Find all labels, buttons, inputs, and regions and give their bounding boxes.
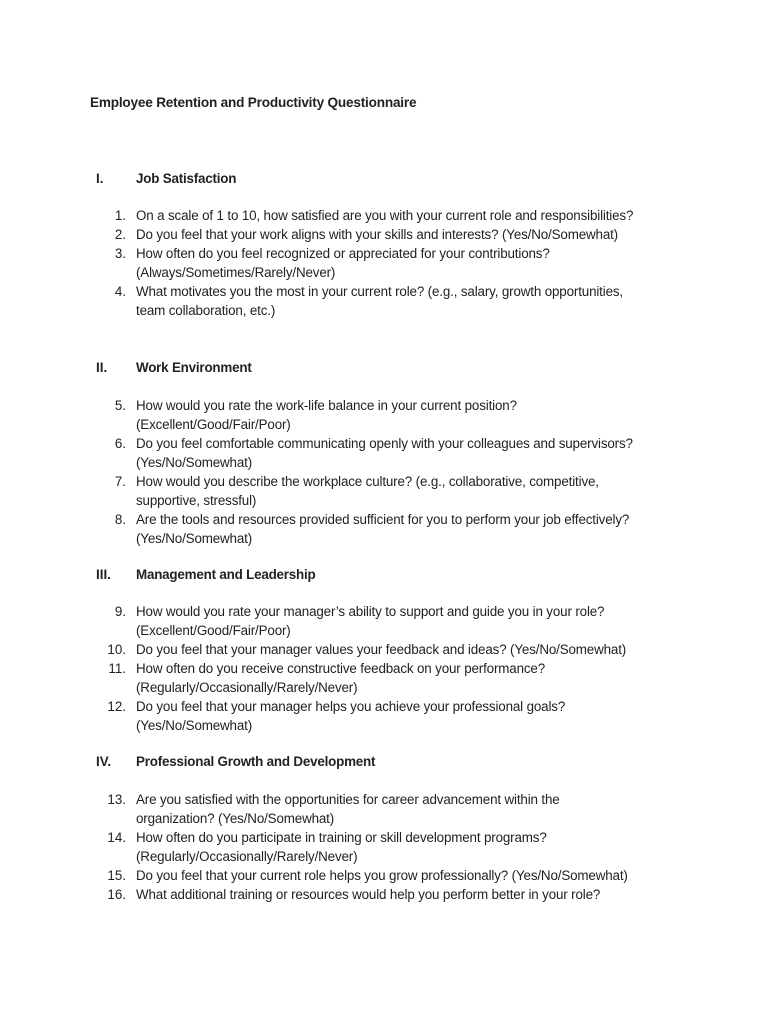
question-number: 11. — [108, 661, 126, 676]
question-list-management-leadership — [0, 602, 768, 735]
question-item — [0, 790, 768, 828]
document-title: Employee Retention and Productivity Questionnaire — [90, 95, 417, 110]
section-numeral: II. — [96, 360, 108, 375]
question-item — [0, 866, 768, 885]
section-heading-work-environment — [0, 358, 768, 377]
question-text: Are the tools and resources provided sufficient for you to perform your job effectively? (Yes/No/Somewhat) — [136, 512, 630, 546]
question-list-work-environment — [0, 396, 768, 548]
section-title: Work Environment — [136, 360, 252, 375]
section-heading-management-leadership — [0, 565, 768, 584]
section-title: Management and Leadership — [136, 567, 316, 582]
question-number: 8. — [114, 512, 126, 527]
question-text: How often do you feel recognized or appreciated for your contributions? (Always/Sometimes/Rarely/Never) — [136, 246, 550, 280]
question-text: How would you rate your manager’s ability to support and guide you in your role? (Excellent/Good/Fair/Poor) — [136, 604, 605, 638]
section-heading-job-satisfaction — [0, 169, 768, 188]
question-item — [0, 510, 768, 548]
question-item — [0, 659, 768, 697]
question-text: Do you feel that your work aligns with your skills and interests? (Yes/No/Somewhat) — [136, 227, 618, 242]
question-number: 12. — [107, 699, 126, 714]
question-list-job-satisfaction — [0, 206, 768, 320]
question-item — [0, 828, 768, 866]
question-item — [0, 602, 768, 640]
question-item — [0, 697, 768, 735]
section-numeral: IV. — [96, 754, 112, 769]
question-text: How often do you receive constructive feedback on your performance? (Regularly/Occasionally/Rarely/Never) — [136, 661, 546, 695]
question-number: 10. — [107, 642, 126, 657]
question-number: 13. — [107, 792, 126, 807]
question-item — [0, 885, 768, 904]
question-number: 7. — [114, 474, 126, 489]
question-number: 4. — [114, 284, 126, 299]
question-text: What motivates you the most in your current role? (e.g., salary, growth opportunities, team collaboration, etc.) — [136, 284, 623, 318]
question-number: 1. — [114, 208, 126, 223]
question-text: Do you feel that your manager helps you achieve your professional goals? (Yes/No/Somewhat) — [136, 699, 566, 733]
question-text: What additional training or resources would help you perform better in your role? — [136, 887, 601, 902]
question-number: 2. — [114, 227, 126, 242]
question-list-professional-growth — [0, 790, 768, 904]
question-text: Are you satisfied with the opportunities for career advancement within the organization? (Yes/No/Somewhat) — [136, 792, 560, 826]
question-item — [0, 225, 768, 244]
question-text: Do you feel that your current role helps you grow professionally? (Yes/No/Somewhat) — [136, 868, 628, 883]
question-item — [0, 434, 768, 472]
question-number: 6. — [114, 436, 126, 451]
question-number: 15. — [107, 868, 126, 883]
question-item — [0, 244, 768, 282]
question-number: 9. — [114, 604, 126, 619]
question-item — [0, 206, 768, 225]
question-number: 3. — [114, 246, 126, 261]
question-item — [0, 282, 768, 320]
section-heading-professional-growth — [0, 752, 768, 771]
question-text: How would you describe the workplace culture? (e.g., collaborative, competitive, supportive, stressful) — [136, 474, 599, 508]
question-item — [0, 396, 768, 434]
question-text: How often do you participate in training or skill development programs? (Regularly/Occasionally/Rarely/Never) — [136, 830, 547, 864]
question-item — [0, 472, 768, 510]
question-number: 14. — [107, 830, 126, 845]
section-numeral: I. — [96, 171, 104, 186]
section-numeral: III. — [96, 567, 111, 582]
section-title: Job Satisfaction — [136, 171, 237, 186]
question-text: Do you feel that your manager values your feedback and ideas? (Yes/No/Somewhat) — [136, 642, 627, 657]
question-number: 5. — [114, 398, 126, 413]
question-text: Do you feel comfortable communicating openly with your colleagues and supervisors? (Yes/No/Somewhat) — [136, 436, 633, 470]
question-text: How would you rate the work-life balance in your current position? (Excellent/Good/Fair/Poor) — [136, 398, 517, 432]
question-number: 16. — [107, 887, 126, 902]
question-text: On a scale of 1 to 10, how satisfied are you with your current role and responsibilities? — [136, 208, 634, 223]
section-title: Professional Growth and Development — [136, 754, 376, 769]
question-item — [0, 640, 768, 659]
